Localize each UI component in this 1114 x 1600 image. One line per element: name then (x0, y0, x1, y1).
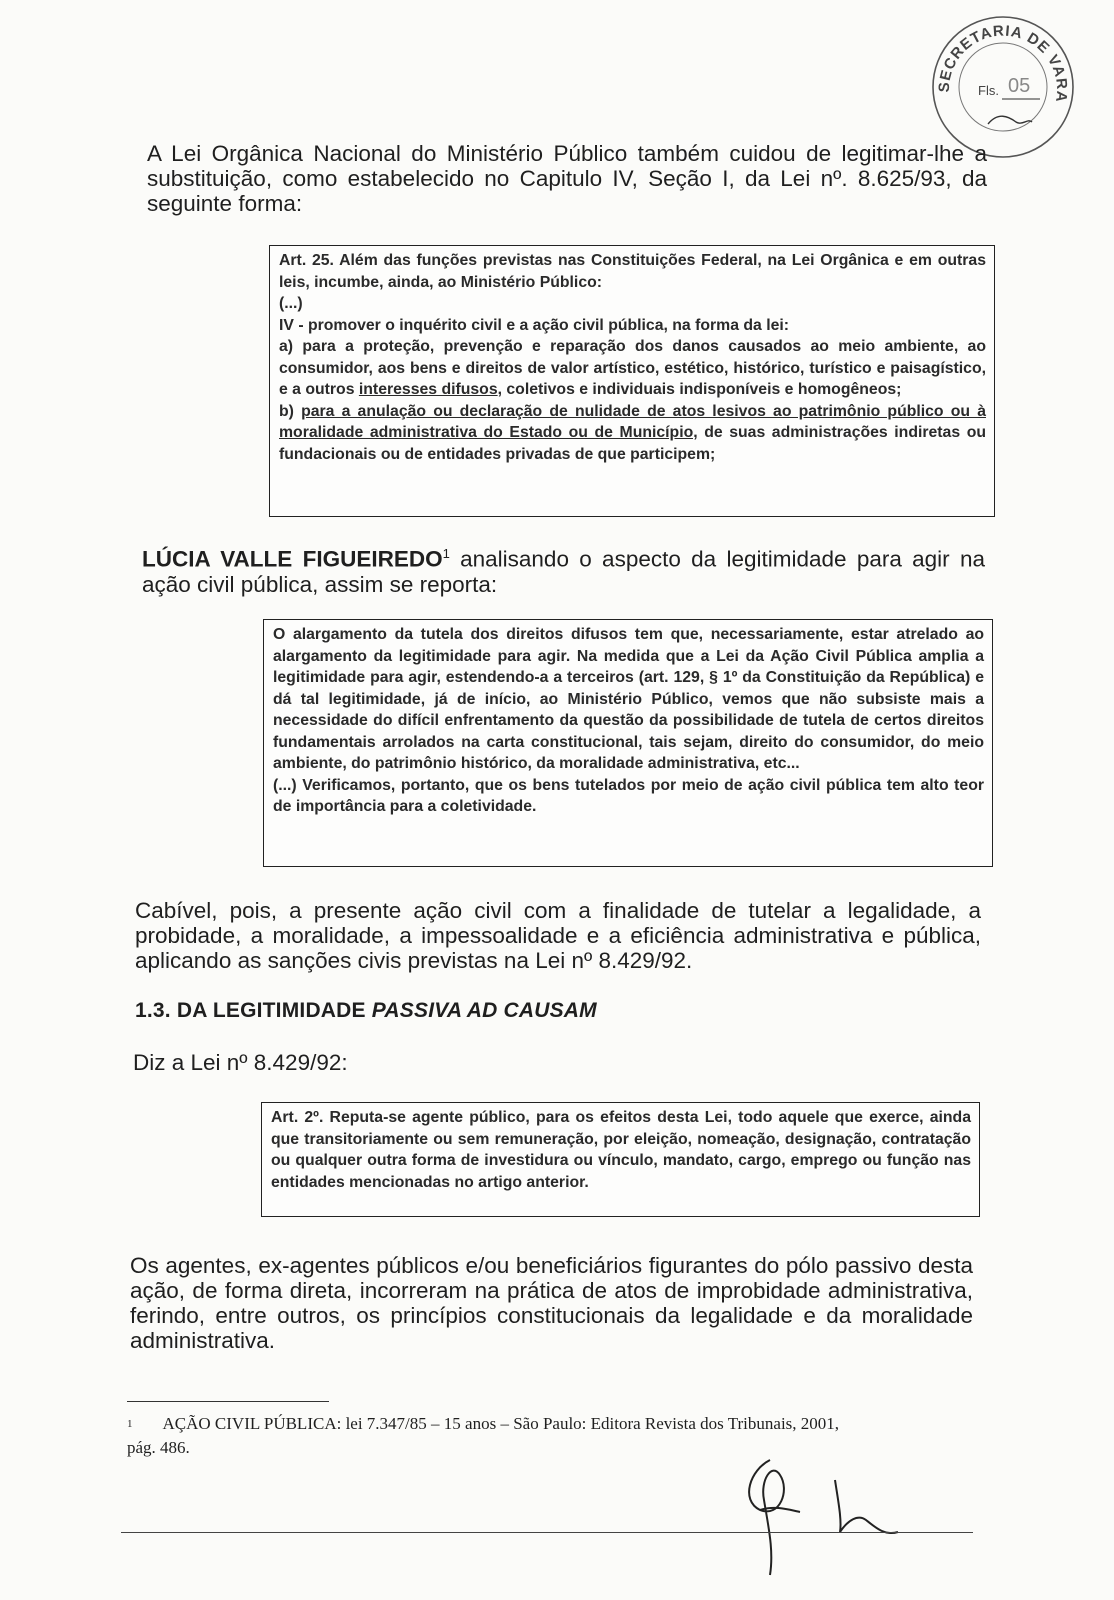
agentes-paragraph: Os agentes, ex-agentes públicos e/ou beneficiários figurantes do pólo passivo desta ação, de forma direta, incorreram na prática de atos de improbidade administrativa, ferindo, entre outros, os princípios constitucionais da legalidade e da moralidade administrativa. (130, 1253, 973, 1353)
footnote-ref: 1 (442, 546, 450, 561)
secretaria-stamp (928, 12, 1078, 162)
stamp-text: SECRETARIA DE VARA (935, 22, 1071, 104)
quote-art-25-ellipsis: (...) (279, 295, 303, 312)
footnote-text: AÇÃO CIVIL PÚBLICA: lei 7.347/85 – 15 anos – São Paulo: Editora Revista dos Tribunais, 2001, pág. 486. (127, 1414, 840, 1457)
quote-art-25-item-iv: IV - promover o inquérito civil e a ação civil pública, na forma da lei: (279, 316, 790, 334)
quote-art-25-item-b: b) para a anulação ou declaração de nulidade de atos lesivos ao patrimônio público ou à moralidade administrativa do Estado ou de Município, de suas administrações indiretas ou fundacionais ou de entidades privadas de que participem; (279, 402, 986, 463)
quote-art-2 (261, 1102, 980, 1217)
quote-figueiredo-p1: O alargamento da tutela dos direitos difusos tem que, necessariamente, estar atrelado ao alargamento da legitimidade para agir. Na medida que a Lei da Ação Civil Pública amplia a legitimidade para agir, estendendo-a a terceiros (art. 129, § 1º da Constituição da República) e dá tal legitimidade, já de início, ao Ministério Público, vemos que não subsiste mais a necessidade do difícil enfrentamento da questão da possibilidade de tutela de certos direitos fundamentais arrolados na carta constitucional, tais sejam, direito do consumidor, do meio ambiente, do patrimônio histórico, da moralidade administrativa, etc... (273, 626, 984, 772)
cabivel-paragraph: Cabível, pois, a presente ação civil com a finalidade de tutelar a legalidade, a probidade, a moralidade, a impessoalidade e a eficiência administrativa e pública, aplicando as sanções civis previstas na Lei nº 8.429/92. (135, 898, 981, 973)
footnote-number: 1 (127, 1418, 133, 1430)
section-heading: 1.3. DA LEGITIMIDADE PASSIVA AD CAUSAM (135, 999, 597, 1022)
quote-art-25-line1: Art. 25. Além das funções previstas nas Constituições Federal, na Lei Orgânica e em outras leis, incumbe, ainda, ao Ministério Público: (279, 252, 986, 291)
stamp-fls-number: 05 (1008, 75, 1031, 97)
page-bottom-rule (121, 1532, 973, 1533)
stamp-initials-icon (988, 116, 1032, 124)
stamp-fls-label: Fls. (978, 83, 999, 98)
lucia-paragraph: LÚCIA VALLE FIGUEIREDO$^1$ analisando o aspecto da legitimidade para agir na ação civil pública, assim se reporta: (142, 546, 985, 597)
diz-lei-paragraph: Diz a Lei nº 8.429/92: (133, 1050, 348, 1075)
intro-paragraph: A Lei Orgânica Nacional do Ministério Público também cuidou de legitimar-lhe a substituição, como estabelecido no Capitulo IV, Seção I, da Lei nº. 8.625/93, da seguinte forma: (147, 141, 987, 216)
author-name: LÚCIA VALLE FIGUEIREDO (142, 546, 443, 572)
footnote-separator (127, 1401, 329, 1402)
quote-figueiredo-p2: (...) Verificamos, portanto, que os bens tutelados por meio de ação civil pública tem alto teor de importância para a coletividade. (273, 776, 984, 815)
quote-figueiredo (263, 619, 993, 867)
quote-art-25-item-a: a) para a proteção, prevenção e reparação dos danos causados ao meio ambiente, ao consumidor, aos bens e direitos de valor artístico, estético, histórico, turístico e paisagístico, e a outros interesses difusos, coletivos e individuais indisponíveis e homogêneos; (279, 338, 986, 398)
quote-art-2-text: Art. 2º. Reputa-se agente público, para os efeitos desta Lei, todo aquele que exerce, ainda que transitoriamente ou sem remuneração, por eleição, nomeação, designação, contratação ou qualquer outra forma de investidura ou vínculo, mandato, cargo, emprego ou função nas entidades mencionadas no artigo anterior. (271, 1109, 971, 1191)
signature-icon (730, 1440, 920, 1580)
quote-art-25 (269, 245, 995, 517)
